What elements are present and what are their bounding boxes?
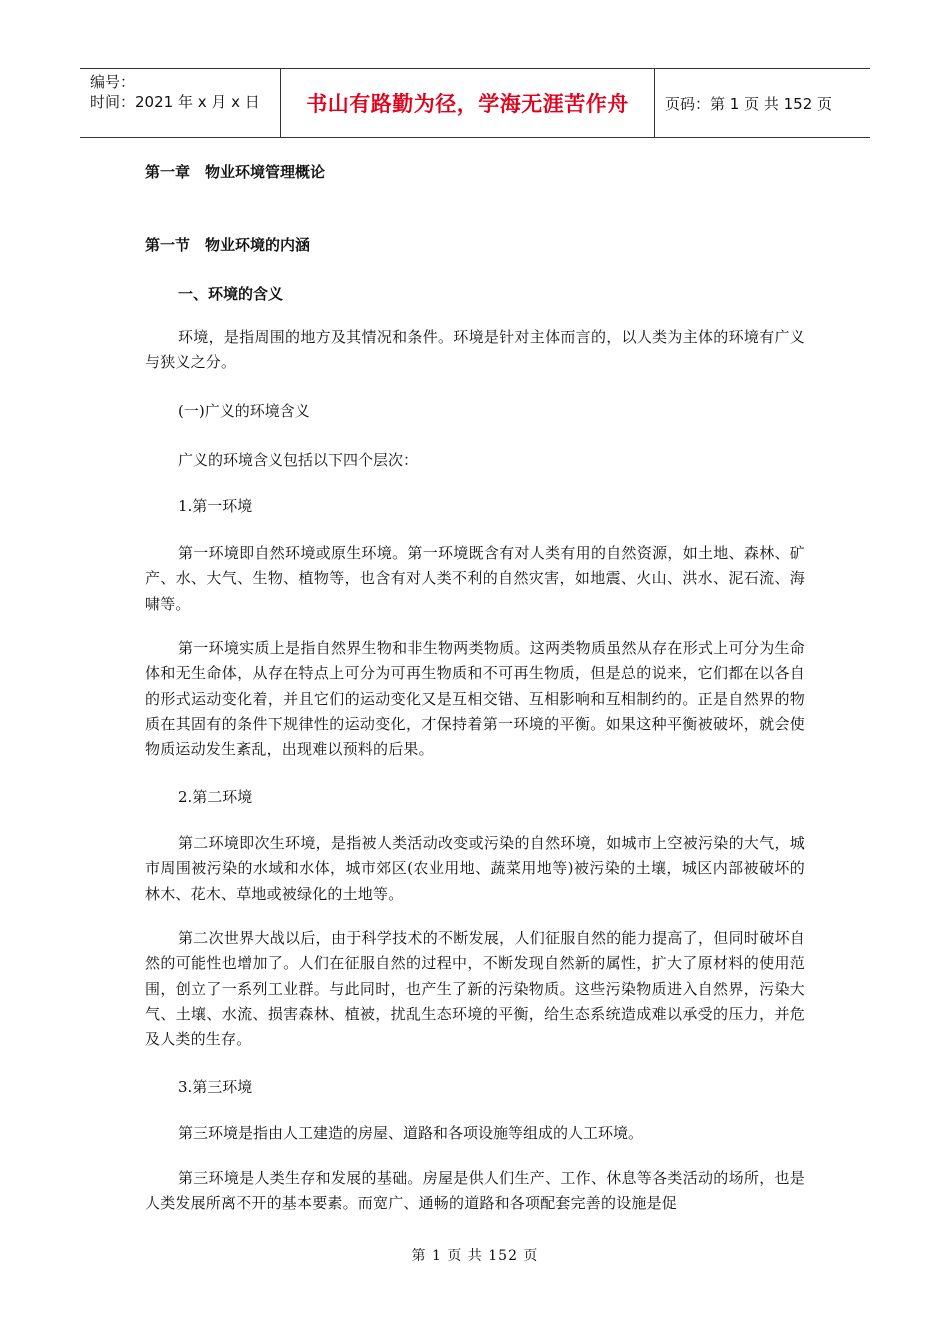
subheading-first-environment: 1.第一环境 [178, 497, 253, 515]
page-footer: 第 1 页 共 152 页 [411, 1248, 539, 1264]
subheading-second-environment: 2.第二环境 [178, 788, 253, 806]
subheading-third-environment: 3.第三环境 [178, 1078, 253, 1096]
paragraph-3: 第一环境即自然环境或原生环境。第一环境既含有对人类有用的自然资源，如土地、森林、矿产、水、大气、生物、植物等，也含有对人类不利的自然灾害，如地震、火山、洪水、泥石流、海啸等。 [145, 544, 805, 613]
paragraph-2: 广义的环境含义包括以下四个层次： [178, 451, 419, 469]
section-title: 第一节 物业环境的内涵 [145, 236, 311, 254]
serial-label: 编号： [90, 73, 136, 91]
page-info: 页码：第 1 页 共 152 页 [665, 94, 833, 113]
header-left-cell [80, 69, 281, 137]
paragraph-1: 环境，是指周围的地方及其情况和条件。环境是针对主体而言的，以人类为主体的环境有广义与狭义之分。 [145, 328, 805, 372]
motto: 书山有路勤为径，学海无涯苦作舟 [281, 69, 655, 137]
paragraph-7: 第三环境是指由人工建造的房屋、道路和各项设施等组成的人工环境。 [178, 1124, 644, 1142]
time-label: 时间：2021 年 x 月 x 日 [90, 93, 260, 111]
subsection-title: 一、环境的含义 [178, 285, 284, 303]
paragraph-4: 第一环境实质上是指自然界生物和非生物两类物质。这两类物质虽然从存在形式上可分为生命体和无生命体，从存在特点上可分为可再生物质和不可再生物质，但是总的说来，它们都在以各自的形式运动变化着，并且它们的运动变化又是互相交错、互相影响和互相制约的。正是自然界的物质在其固有的条件下规律性的运动变化，才保持着第一环境的平衡。如果这种平衡被破坏，就会使物质运动发生紊乱，出现难以预料的后果。 [145, 639, 805, 759]
document-header [80, 68, 870, 138]
chapter-title: 第一章 物业环境管理概论 [145, 163, 326, 181]
paragraph-8: 第三环境是人类生存和发展的基础。房屋是供人们生产、工作、休息等各类活动的场所，也是人类发展所离不开的基本要素。而宽广、通畅的道路和各项配套完善的设施是促 [145, 1169, 805, 1213]
paragraph-5: 第二环境即次生环境，是指被人类活动改变或污染的自然环境，如城市上空被污染的大气，城市周围被污染的水域和水体，城市郊区(农业用地、蔬菜用地等)被污染的土壤，城区内部被破坏的林木、花木、草地或被绿化的土地等。 [145, 834, 805, 903]
subheading-broad-environment: (一)广义的环境含义 [178, 402, 310, 420]
paragraph-6: 第二次世界大战以后，由于科学技术的不断发展，人们征服自然的能力提高了，但同时破坏自然的可能性也增加了。人们在征服自然的过程中，不断发现自然新的属性，扩大了原材料的使用范围，创立了一系列工业群。与此同时，也产生了新的污染物质。这些污染物质进入自然界，污染大气、土壤、水流、损害森林、植被，扰乱生态环境的平衡，给生态系统造成难以承受的压力，并危及人类的生存。 [145, 929, 805, 1049]
